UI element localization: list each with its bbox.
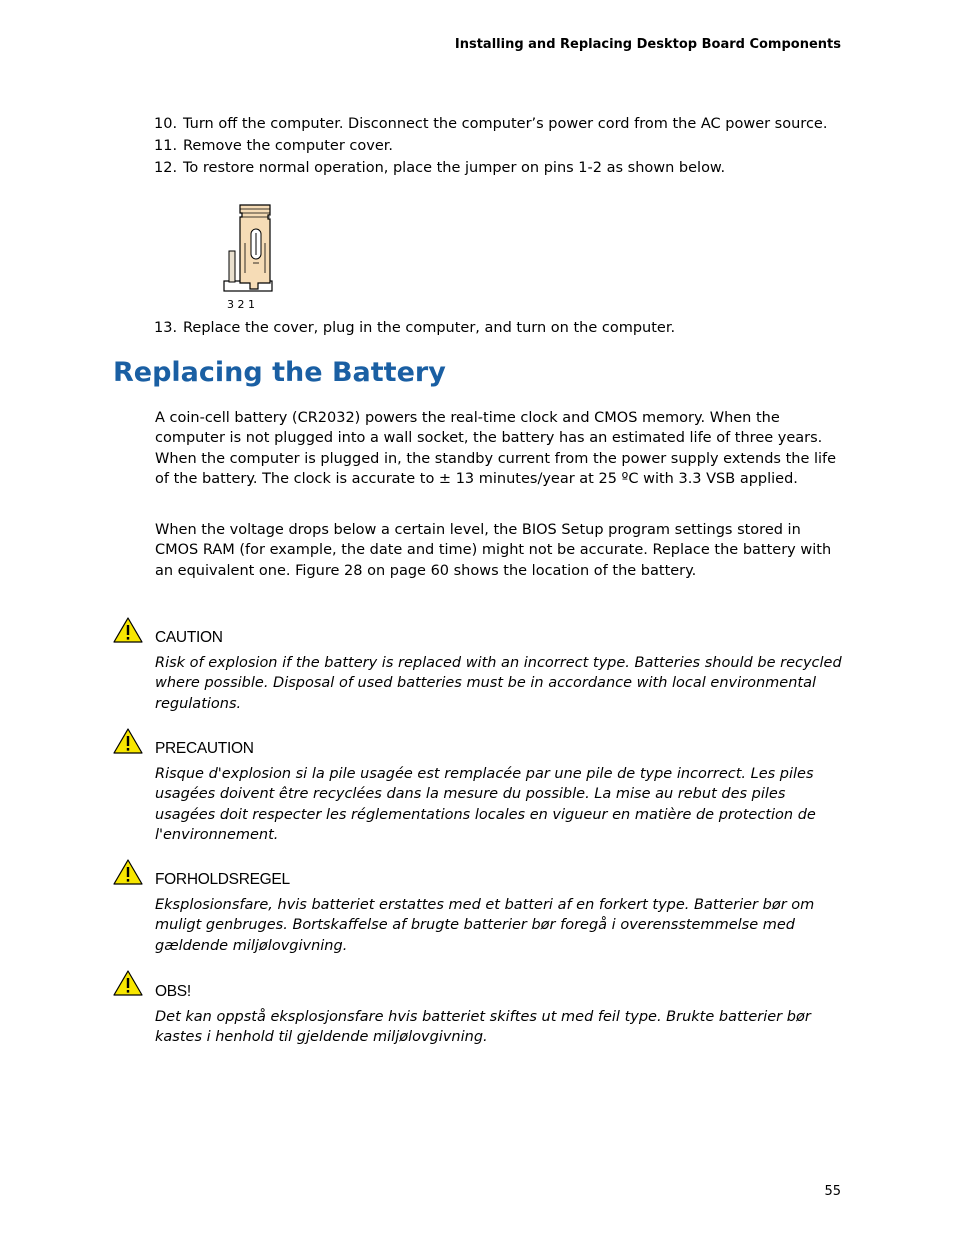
step-number: 12.	[154, 160, 178, 176]
step-11	[154, 136, 844, 156]
body-paragraph: A coin-cell battery (CR2032) powers the real-time clock and CMOS memory. When the computer is not plugged into a wall socket, the battery has an estimated life of three years. When the computer is plugged in, the standby current from the power supply extends the life of the battery. The clock is accurate to ± 13 minutes/year at 25 ºC with 3.3 VSB applied.	[155, 410, 837, 487]
section-heading: Replacing the Battery	[113, 357, 446, 388]
warning-triangle-icon	[113, 859, 143, 885]
step-number: 11.	[154, 138, 178, 154]
warning-triangle-icon	[113, 617, 143, 643]
caution-text: Risk of explosion if the battery is replaced with an incorrect type. Batteries should be recycled where possible. Disposal of used batteries must be in accordance with local environmental regulations.	[155, 655, 842, 712]
obs-title: OBS!	[155, 983, 191, 1000]
running-header: Installing and Replacing Desktop Board Components	[454, 37, 841, 52]
forholdsregel-title: FORHOLDSREGEL	[155, 871, 290, 888]
step-number: 10.	[154, 116, 178, 132]
step-text: Turn off the computer. Disconnect the computer’s power cord from the AC power source.	[183, 116, 828, 132]
page-number: 55	[824, 1184, 841, 1199]
procedure-steps	[154, 114, 844, 180]
jumper-pins-1-2-icon	[222, 203, 278, 313]
precaution-text: Risque d'explosion si la pile usagée est remplacée par une pile de type incorrect. Les piles usagées doivent être recyclées dans la mesure du possible. La mise au rebut des piles usagées doit respecter les réglementations locales en vigueur en matière de protection de l'environnement.	[155, 766, 816, 843]
step-number: 13.	[154, 320, 178, 336]
step-text: Replace the cover, plug in the computer, and turn on the computer.	[183, 320, 676, 336]
step-text: Remove the computer cover.	[183, 138, 393, 154]
warning-triangle-icon	[113, 728, 143, 754]
jumper-figure	[222, 203, 278, 317]
step-13	[154, 318, 844, 338]
caution-title: CAUTION	[155, 629, 223, 646]
step-10	[154, 114, 844, 134]
obs-text: Det kan oppstå eksplosjonsfare hvis batteriet skiftes ut med feil type. Brukte batterier bør kastes i henhold til gjeldende miljølovgivning.	[155, 1009, 811, 1046]
step-text: To restore normal operation, place the jumper on pins 1-2 as shown below.	[183, 160, 726, 176]
warning-triangle-icon	[113, 970, 143, 996]
pin-labels: 3 2 1	[227, 298, 255, 311]
forholdsregel-text: Eksplosionsfare, hvis batteriet erstattes med et batteri af en forkert type. Batterier bør om muligt genbruges. Bortskaffelse af brugte batterier bør foregå i overensstemmelse med gældende miljølovgivning.	[155, 897, 815, 954]
precaution-title: PRECAUTION	[155, 740, 254, 757]
step-12	[154, 158, 844, 178]
body-paragraph: When the voltage drops below a certain level, the BIOS Setup program settings stored in CMOS RAM (for example, the date and time) might not be accurate. Replace the battery with an equivalent one. Figure 28 on page 60 shows the location of the battery.	[155, 522, 832, 579]
